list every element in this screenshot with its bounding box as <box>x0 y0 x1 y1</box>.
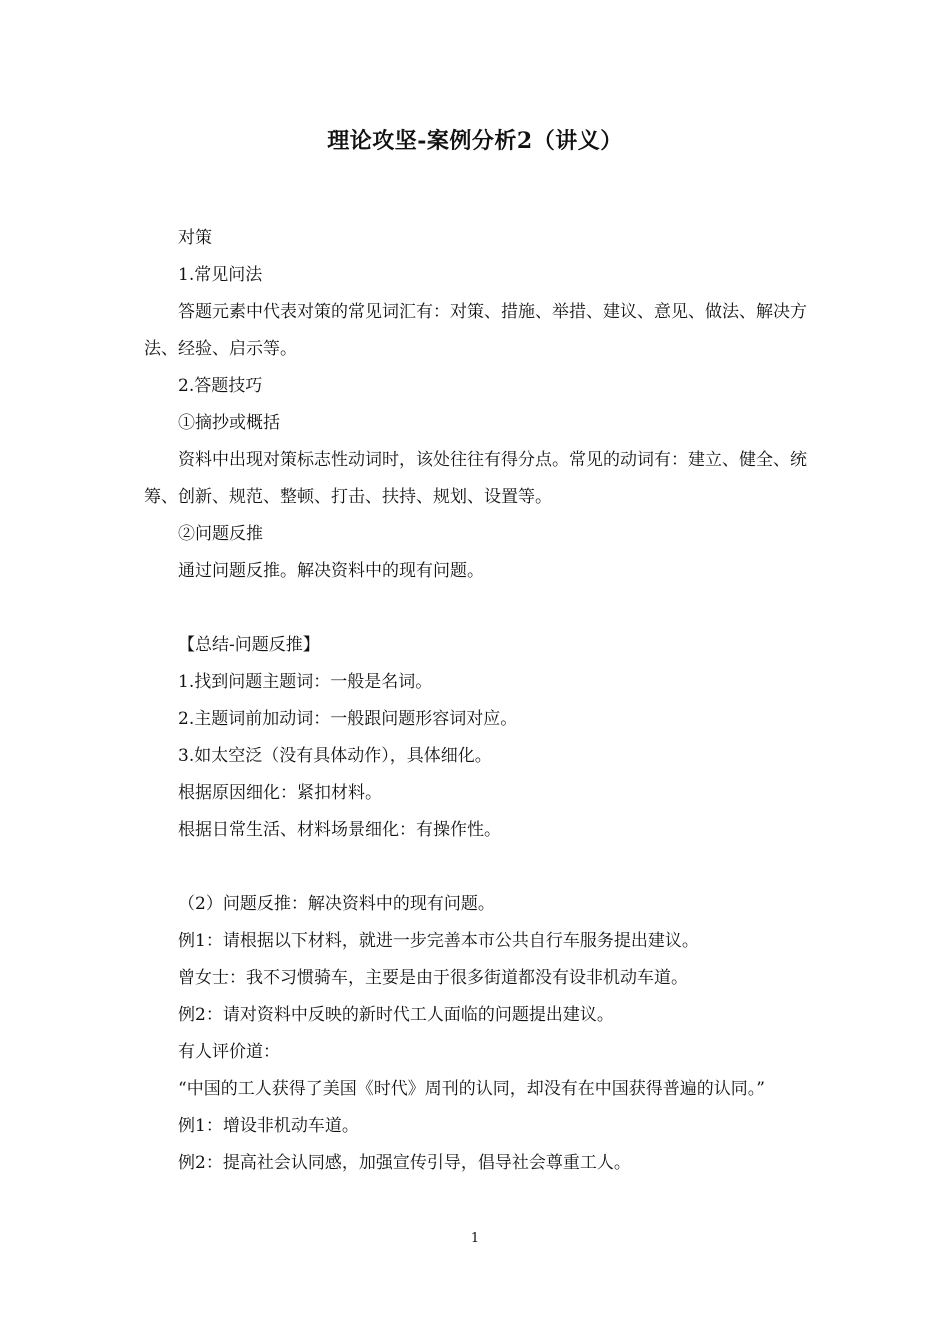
summary-line: 2.主题词前加动词：一般跟问题形容词对应。 <box>178 709 518 729</box>
item-title: 2.答题技巧 <box>178 376 263 396</box>
paragraph: 答题元素中代表对策的常见词汇有：对策、措施、举措、建议、意见、做法、解决方法、经验、启示等。 <box>144 302 807 359</box>
summary-line: 根据原因细化：紧扣材料。 <box>178 783 382 803</box>
summary-line: 根据日常生活、材料场景细化：有操作性。 <box>178 820 501 840</box>
example-question: 例1：请根据以下材料，就进一步完善本市公共自行车服务提出建议。 <box>178 931 699 951</box>
example-material: 有人评价道： <box>178 1042 280 1062</box>
document-body <box>144 220 812 1182</box>
sub-item-title: ①摘抄或概括 <box>178 413 280 433</box>
spacer <box>144 590 812 627</box>
spacer <box>144 849 812 886</box>
sub-item-title: ②问题反推 <box>178 524 263 544</box>
item-title: 1.常见问法 <box>178 265 263 285</box>
examples-heading: （2）问题反推：解决资料中的现有问题。 <box>178 894 495 914</box>
paragraph: 通过问题反推。解决资料中的现有问题。 <box>178 561 484 581</box>
summary-line: 1.找到问题主题词：一般是名词。 <box>178 672 433 692</box>
paragraph: 资料中出现对策标志性动词时，该处往往有得分点。常见的动词有：建立、健全、统筹、创新、规范、整顿、打击、扶持、规划、设置等。 <box>144 450 807 507</box>
example-question: 例2：请对资料中反映的新时代工人面临的问题提出建议。 <box>178 1005 614 1025</box>
example-material: 曾女士：我不习惯骑车，主要是由于很多街道都没有设非机动车道。 <box>178 968 688 988</box>
example-answer: 例1：增设非机动车道。 <box>178 1116 359 1136</box>
example-answer: 例2：提高社会认同感，加强宣传引导，倡导社会尊重工人。 <box>178 1153 631 1173</box>
summary-heading: 【总结-问题反推】 <box>178 635 320 655</box>
example-quote: “中国的工人获得了美国《时代》周刊的认同，却没有在中国获得普遍的认同。” <box>178 1079 765 1099</box>
page-number: 1 <box>470 1231 480 1246</box>
section-heading: 对策 <box>178 228 212 248</box>
document-title: 理论攻坚-案例分析2（讲义） <box>327 128 623 154</box>
summary-line: 3.如太空泛（没有具体动作），具体细化。 <box>178 746 492 766</box>
